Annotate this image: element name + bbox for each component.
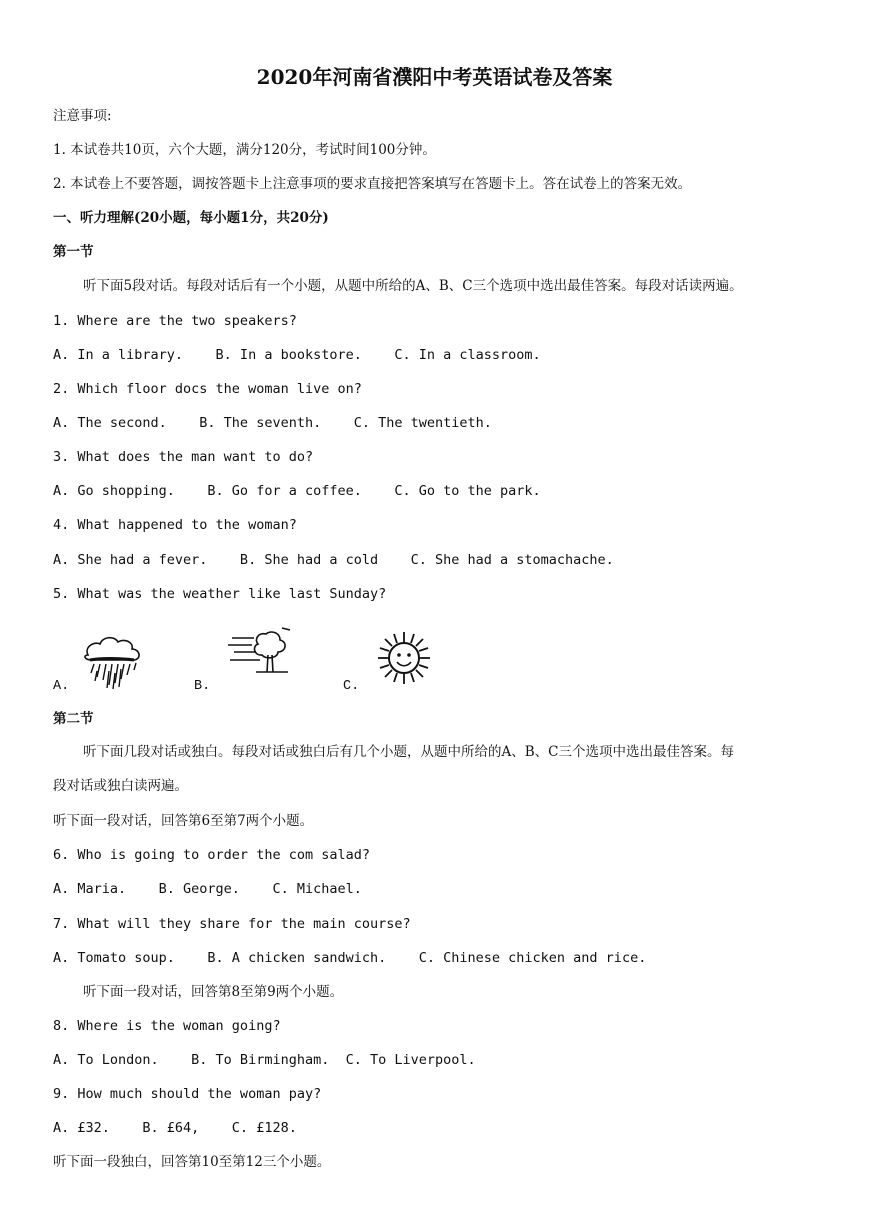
note-2: 2. 本试卷上不要答题，调按答题卡上注意事项的要求直接把答案填写在答题卡上。答在试卷上的答案无效。 xyxy=(53,176,692,192)
question-4: 4. What happened to the woman? xyxy=(53,517,297,533)
section2-instructions-line2: 段对话或独白读两遍。 xyxy=(53,778,188,794)
question-2-options: A. The second. B. The seventh. C. The twentieth. xyxy=(53,415,492,431)
question-9: 9. How much should the woman pay? xyxy=(53,1086,322,1102)
section2-heading: 第二节 xyxy=(53,711,94,727)
section1-heading: 第一节 xyxy=(53,244,94,260)
note-1: 1. 本试卷共10页，六个大题，满分120分，考试时间100分钟。 xyxy=(53,142,436,158)
question-6-options: A. Maria. B. George. C. Michael. xyxy=(53,881,362,897)
wind-tree-icon xyxy=(226,624,296,680)
intro-questions-8-9: 听下面一段对话，回答第8至第9两个小题。 xyxy=(83,984,344,1000)
sun-icon xyxy=(376,630,432,686)
question-5: 5. What was the weather like last Sunday? xyxy=(53,586,387,602)
part1-heading: 一、听力理解(20小题，每小题1分，共20分) xyxy=(53,210,329,226)
question-7-options: A. Tomato soup. B. A chicken sandwich. C. Chinese chicken and rice. xyxy=(53,950,647,966)
question-9-options: A. £32. B. £64, C. £128. xyxy=(53,1120,297,1136)
section2-instructions-line1: 听下面几段对话或独白。每段对话或独白后有几个小题，从题中所给的A、B、C三个选项中选出最佳答案。每 xyxy=(83,744,734,760)
question-6: 6. Who is going to order the com salad? xyxy=(53,847,370,863)
question-5-option-b-label: B. xyxy=(194,679,211,694)
rain-cloud-icon xyxy=(80,633,146,693)
question-8: 8. Where is the woman going? xyxy=(53,1018,281,1034)
question-8-options: A. To London. B. To Birmingham. C. To Liverpool. xyxy=(53,1052,476,1068)
intro-questions-10-12: 听下面一段独白，回答第10至第12三个小题。 xyxy=(53,1154,331,1170)
question-4-options: A. She had a fever. B. She had a cold C. She had a stomachache. xyxy=(53,552,614,568)
question-5-option-c-label: C. xyxy=(343,679,360,694)
question-1: 1. Where are the two speakers? xyxy=(53,313,297,329)
question-3-options: A. Go shopping. B. Go for a coffee. C. Go to the park. xyxy=(53,483,541,499)
notes-heading: 注意事项: xyxy=(53,108,112,124)
question-3: 3. What does the man want to do? xyxy=(53,449,314,465)
question-2: 2. Which floor docs the woman live on? xyxy=(53,381,362,397)
question-1-options: A. In a library. B. In a bookstore. C. In a classroom. xyxy=(53,347,541,363)
question-5-option-a-label: A. xyxy=(53,679,70,694)
question-7: 7. What will they share for the main course? xyxy=(53,916,411,932)
intro-questions-6-7: 听下面一段对话，回答第6至第7两个小题。 xyxy=(53,813,314,829)
page-title: 2020年河南省濮阳中考英语试卷及答案 xyxy=(256,65,613,89)
section1-instructions: 听下面5段对话。每段对话后有一个小题，从题中所给的A、B、C三个选项中选出最佳答案。每段对话读两遍。 xyxy=(83,278,743,294)
